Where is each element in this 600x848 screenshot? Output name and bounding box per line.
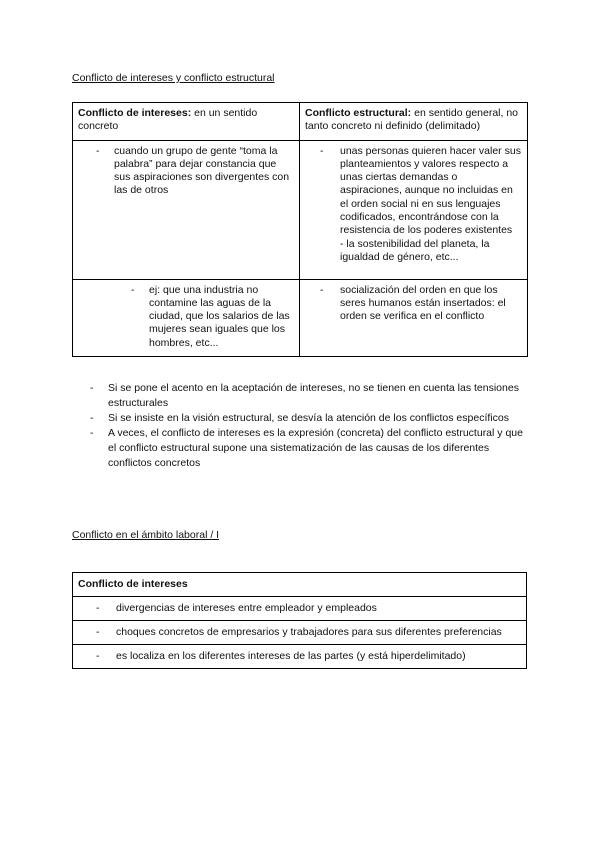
dash-marker: - bbox=[131, 283, 135, 296]
comparison-table bbox=[72, 102, 528, 357]
header-definition: en un sentido concreto bbox=[78, 107, 258, 133]
header-term: Conflicto de intereses: bbox=[78, 107, 192, 119]
dash-marker: - bbox=[320, 144, 324, 157]
table-row bbox=[73, 621, 527, 645]
dash-marker: - bbox=[90, 412, 94, 424]
list-item-text: unas personas quieren hacer valer sus planteamientos y valores respecto a unas ciertas demandas o aspiraciones, aunque no incluidas en el orden social ni en sus lenguajes codificados, encontrándose con la resistencia de los poderes existentes bbox=[340, 144, 521, 237]
dash-marker: - bbox=[96, 602, 100, 614]
list-item-text: Si se pone el acento en la aceptación de intereses, no se tienen en cuenta las tensiones estructurales bbox=[108, 382, 519, 409]
header-conflicto-estructural bbox=[300, 103, 528, 141]
cell-estructural-description bbox=[300, 140, 528, 279]
list-item-text: Si se insiste en la visión estructural, se desvía la atención de los conflictos específicos bbox=[108, 412, 509, 424]
dash-marker: - bbox=[90, 382, 94, 394]
table-row-text: divergencias de intereses entre empleador y empleados bbox=[116, 602, 377, 614]
dash-marker: - bbox=[320, 283, 324, 296]
table-row-text: choques concretos de empresarios y trabajadores para sus diferentes preferencias bbox=[116, 626, 502, 638]
table-row-text: es localiza en los diferentes intereses de las partes (y está hiperdelimitado) bbox=[116, 650, 466, 662]
cell-intereses-description bbox=[73, 140, 300, 279]
list-item bbox=[90, 426, 530, 471]
cell-intereses-example bbox=[73, 279, 300, 356]
section-title-ambito-laboral: Conflicto en el ámbito laboral / I bbox=[72, 529, 220, 541]
cell-estructural-example bbox=[300, 279, 528, 356]
list-item bbox=[78, 145, 294, 198]
section-title-conflicto-intereses-estructural: Conflicto de intereses y conflicto estructural bbox=[72, 72, 275, 84]
dash-marker: - bbox=[96, 144, 100, 157]
header-term: Conflicto estructural: bbox=[305, 107, 412, 119]
bullet-list bbox=[90, 381, 530, 471]
list-item-text: cuando un grupo de gente “toma la palabra” para dejar constancia que sus aspiraciones son divergentes con las de otros bbox=[114, 144, 290, 197]
list-item-text: socialización del orden en que los seres humanos están insertados: el orden se verifica en el conflicto bbox=[340, 283, 506, 323]
dash-marker: - bbox=[96, 650, 100, 662]
table-row bbox=[73, 645, 527, 669]
table-row bbox=[73, 597, 527, 621]
laboral-table-header: Conflicto de intereses bbox=[73, 573, 527, 597]
list-item bbox=[305, 145, 522, 265]
list-item bbox=[90, 381, 530, 411]
header-conflicto-intereses bbox=[73, 103, 300, 141]
list-item bbox=[305, 284, 522, 324]
list-item-extra: - la sostenibilidad del planeta, la igualdad de género, etc... bbox=[340, 237, 490, 263]
list-item-text: ej: que una industria no contamine las aguas de la ciudad, que los salarios de las mujeres sean iguales que los hombres, etc... bbox=[149, 283, 290, 349]
header-definition: en sentido general, no tanto concreto ni definido (delimitado) bbox=[305, 107, 519, 133]
laboral-table bbox=[72, 572, 527, 669]
dash-marker: - bbox=[96, 626, 100, 638]
list-item bbox=[78, 284, 294, 350]
list-item bbox=[90, 411, 530, 426]
list-item-text: A veces, el conflicto de intereses es la expresión (concreta) del conflicto estructural y que el conflicto estructural supone una sistematización de las causas de los diferentes conflictos concretos bbox=[108, 427, 523, 469]
dash-marker: - bbox=[90, 427, 94, 439]
